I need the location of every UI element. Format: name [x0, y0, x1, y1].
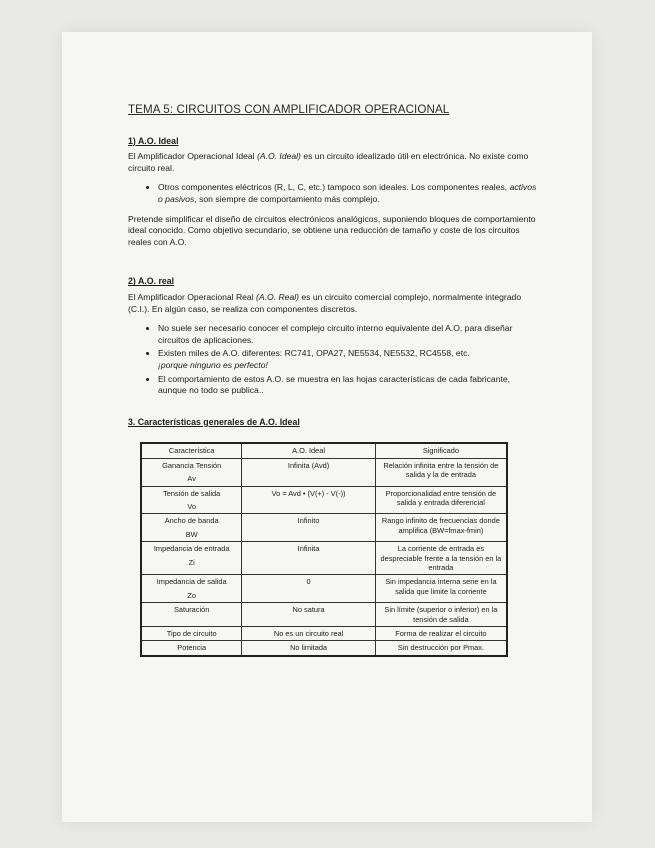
table-row: [141, 458, 507, 486]
table-cell: Sin destrucción por Pmax.: [375, 641, 507, 656]
table-row: [141, 626, 507, 640]
table-row: [141, 514, 507, 542]
text-run: El Amplificador Operacional Real: [128, 291, 257, 302]
cell-symbol: Av: [187, 474, 196, 484]
table-cell: [141, 542, 242, 575]
table-cell: No satura: [242, 603, 375, 627]
table-cell: Relación infinita entre la tensión de salida y la de entrada: [375, 458, 507, 486]
cell-symbol: BW: [185, 529, 198, 539]
section1-paragraph2: Pretende simplificar el diseño de circuitos electrónicos analógicos, suponiendo bloques de comportamiento ideal conocido. Como objetivo secundario, se obtiene una reducción de tamaño y coste de los circuitos reales con A.O.: [128, 213, 536, 247]
document-body: [128, 104, 538, 657]
text-run: El Amplificador Operacional Ideal: [128, 151, 257, 162]
table-header-row: [141, 443, 507, 458]
table-row: [141, 641, 507, 656]
cell-symbol: Zi: [188, 557, 195, 567]
table-cell: Tipo de circuito: [141, 626, 242, 640]
table-cell: 0: [242, 575, 375, 603]
section2-bullets: [128, 323, 538, 397]
text-run: Otros componentes eléctricos (R, L, C, etc.) tampoco son ideales. Los componentes reales,: [158, 182, 510, 193]
table-cell: No limitada: [242, 641, 375, 656]
table-cell: [141, 575, 242, 603]
table-cell: Saturación: [141, 603, 242, 627]
text-run: es un circuito comercial complejo, normalmente integrado (C.I.). En algún caso, se realiza con componentes discretos.: [128, 291, 522, 314]
table-cell: Sin límite (superior o inferior) en la tensión de salida: [375, 603, 507, 627]
text-run: Existen miles de A.O. diferentes: RC741, OPA27, NE5534, NE5532, RC4558, etc.: [158, 348, 470, 359]
table-cell: No es un circuito real: [242, 626, 375, 640]
section1-heading: 1) A.O. Ideal: [128, 135, 179, 146]
document-title: TEMA 5: CIRCUITOS CON AMPLIFICADOR OPERACIONAL: [128, 103, 450, 116]
cell-text: Impedancia de salida: [156, 577, 227, 587]
cell-text: Ganancia Tensión: [162, 460, 222, 470]
table-cell: [141, 514, 242, 542]
emphasis: ¡porque ninguno es perfecto!: [158, 359, 268, 370]
emphasis: (A.O. Real): [256, 291, 299, 302]
cell-symbol: Vo: [187, 501, 196, 511]
list-item: • No suele ser necesario conocer el complejo circuito interno equivalente del A.O. para diseñar circuitos de aplicaciones.: [158, 323, 538, 346]
table-cell: Infinito: [242, 514, 375, 542]
table-cell: Infinita (Avd): [242, 458, 375, 486]
text-run: es un circuito idealizado útil en electrónica. No existe como circuito real.: [128, 151, 529, 173]
section1-paragraph1: [128, 151, 538, 174]
table-cell: [141, 458, 242, 486]
table-row: [141, 542, 507, 575]
table-row: [141, 575, 507, 603]
list-item: • El comportamiento de estos A.O. se muestra en las hojas características de cada fabricante, aunque no todo se publica..: [158, 374, 538, 397]
table-row: [141, 486, 507, 514]
emphasis: activos o pasivos: [158, 182, 537, 204]
paper-sheet: [62, 32, 592, 822]
cell-text: Ancho de banda: [164, 516, 219, 526]
table-header-cell: Característica: [141, 443, 242, 458]
list-item: [158, 182, 538, 205]
section2-heading: 2) A.O. real: [128, 276, 175, 287]
table-cell: Rango infinito de frecuencias donde amplifica (BW=fmax-fmin): [375, 514, 507, 542]
section2-paragraph1: [128, 292, 538, 315]
table-cell: Forma de realizar el circuito: [375, 626, 507, 640]
table-header-cell: Significado: [375, 443, 507, 458]
table-header-cell: A.O. Ideal: [242, 443, 375, 458]
table-cell: Potencia: [141, 641, 242, 656]
table-cell: La corriente de entrada es despreciable frente a la tensión en la entrada: [375, 542, 507, 575]
table-row: [141, 603, 507, 627]
table-cell: Vo = Avd • (V(+) - V(-)): [242, 486, 375, 514]
list-item: [158, 348, 538, 371]
table-cell: Infinita: [242, 542, 375, 575]
cell-text: Tensión de salida: [163, 488, 221, 498]
table-cell: Sin impedancia interna serie en la salida que limite la corriente: [375, 575, 507, 603]
table-cell: [141, 486, 242, 514]
emphasis: (A.O. Ideal): [256, 151, 301, 162]
cell-symbol: Zo: [187, 590, 196, 600]
characteristics-table: [140, 442, 508, 657]
section1-bullets: [128, 182, 538, 205]
section3-heading: 3. Características generales de A.O. Ideal: [128, 416, 300, 427]
cell-text: Impedancia de entrada: [153, 544, 230, 554]
table-cell: Proporcionalidad entre tensión de salida y entrada diferencial: [375, 486, 507, 514]
text-run: , son siempre de comportamiento más complejo.: [194, 193, 380, 204]
